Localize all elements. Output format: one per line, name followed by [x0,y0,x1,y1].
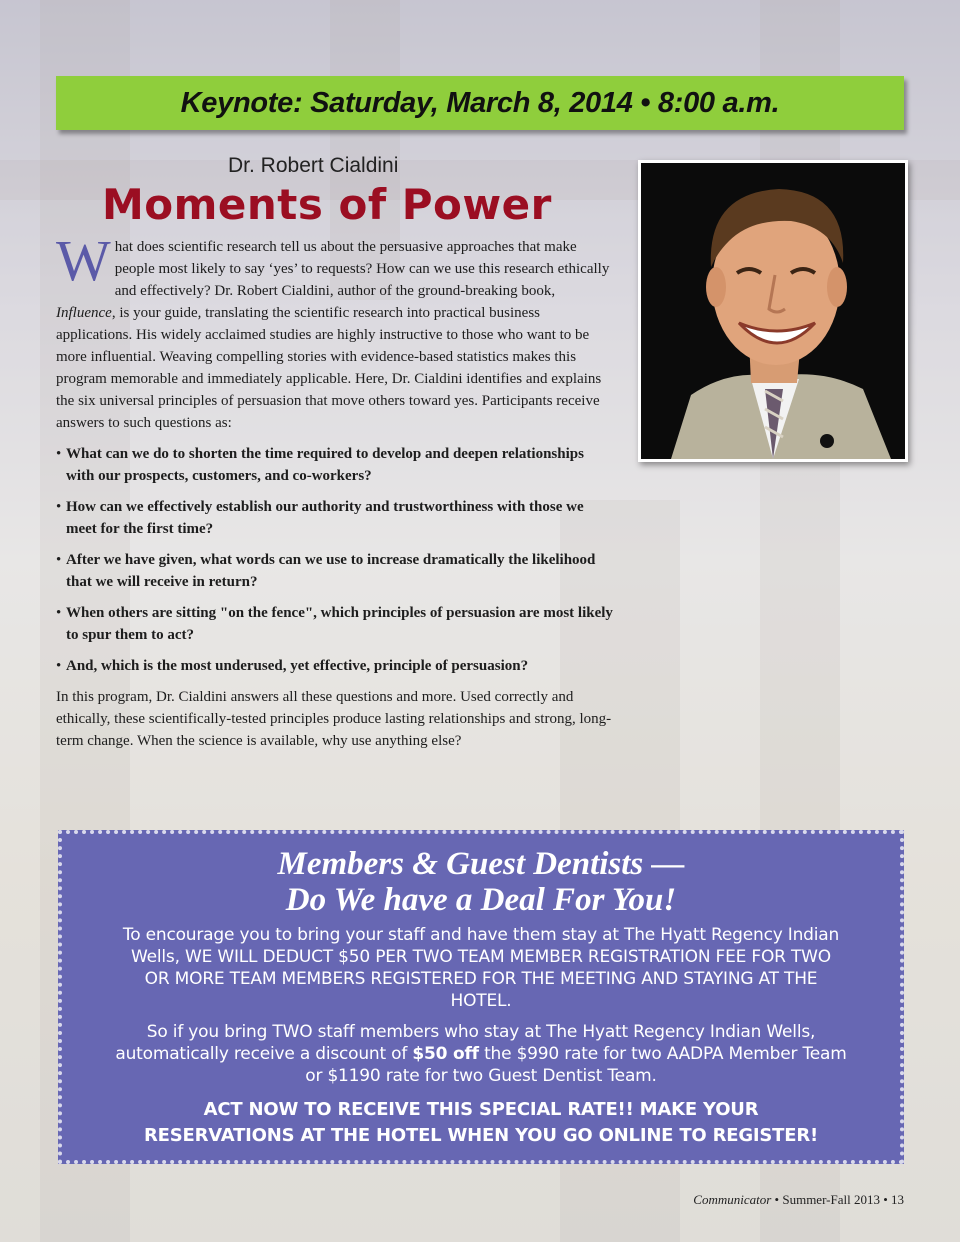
keynote-banner-text: Keynote: Saturday, March 8, 2014 • 8:00 a.m. [180,86,780,119]
article-body [56,228,616,752]
deal-heading-line1: Members & Guest Dentists — [277,846,685,882]
discount-amount: $50 off [412,1044,479,1064]
publication-name: Communicator [693,1192,772,1207]
question-list [56,443,616,677]
speaker-portrait-image [641,163,905,459]
deal-heading [62,846,900,918]
list-item: • When others are sitting "on the fence", which principles of persuasion are most likely to spur them to act? [56,602,616,646]
list-item: • After we have given, what words can we use to increase dramatically the likelihood that we will receive in return? [56,549,616,593]
list-item: • What can we do to shorten the time required to develop and deepen relationships with our prospects, customers, and co-workers? [56,443,616,487]
deal-paragraph-1: To encourage you to bring your staff and have them stay at The Hyatt Regency Indian Wells, WE WILL DEDUCT $50 PER TWO TEAM MEMBER REGISTRATION FEE FOR TWO OR MORE TEAM MEMBERS REGISTERED FOR THE MEETING AND STAYING AT THE HOTEL. [122,925,840,1011]
closing-paragraph: In this program, Dr. Cialdini answers all these questions and more. Used correctly and ethically, these scientifically-tested principles produce lasting relationships and strong, long-term change. When the science is available, why use anything else? [56,689,612,749]
intro-text-part2: , is your guide, translating the scientific research into practical business applications. His widely acclaimed studies are highly instructive to those who want to be more influential. Weaving compelling stories with evidence-based statistics makes this program memorable and immediately applicable. Here, Dr. Cialdini identifies and explains the six universal principles of persuasion that move others toward yes. Participants receive answers to such questions as: [56,305,602,431]
page-footer [693,1192,904,1208]
deal-heading-line2: Do We have a Deal For You! [285,882,677,918]
deal-box [58,830,904,1164]
deal-call-to-action: ACT NOW TO RECEIVE THIS SPECIAL RATE!! MAKE YOUR RESERVATIONS AT THE HOTEL WHEN YOU GO ONLINE TO REGISTER! [143,1099,819,1146]
book-title: Influence [56,305,112,321]
issue-and-page: • Summer-Fall 2013 • 13 [771,1192,904,1207]
deal-paragraph-2-b: the $990 rate for two AADPA Member Team or $1190 rate for two Guest Dentist Team. [305,1044,847,1086]
deal-paragraph-2 [62,1021,900,1087]
intro-text-part1: hat does scientific research tell us about the persuasive approaches that make people most likely to say ‘yes’ to requests? How can we use this research ethically and effectively? Dr. Robert Cialdini, author of the ground-breaking book, [114,239,610,299]
speaker-photo [638,160,908,462]
page-title: Moments of Power [102,180,552,229]
speaker-name: Dr. Robert Cialdini [228,154,399,177]
list-item: • And, which is the most underused, yet effective, principle of persuasion? [56,655,616,677]
keynote-banner [56,76,904,130]
list-item: • How can we effectively establish our authority and trustworthiness with those we meet for the first time? [56,496,616,540]
drop-cap: W [56,228,111,293]
intro-paragraph [56,228,616,434]
deal-paragraph-2-a: So if you bring TWO staff members who stay at The Hyatt Regency Indian Wells, automatically receive a discount of [115,1022,816,1064]
